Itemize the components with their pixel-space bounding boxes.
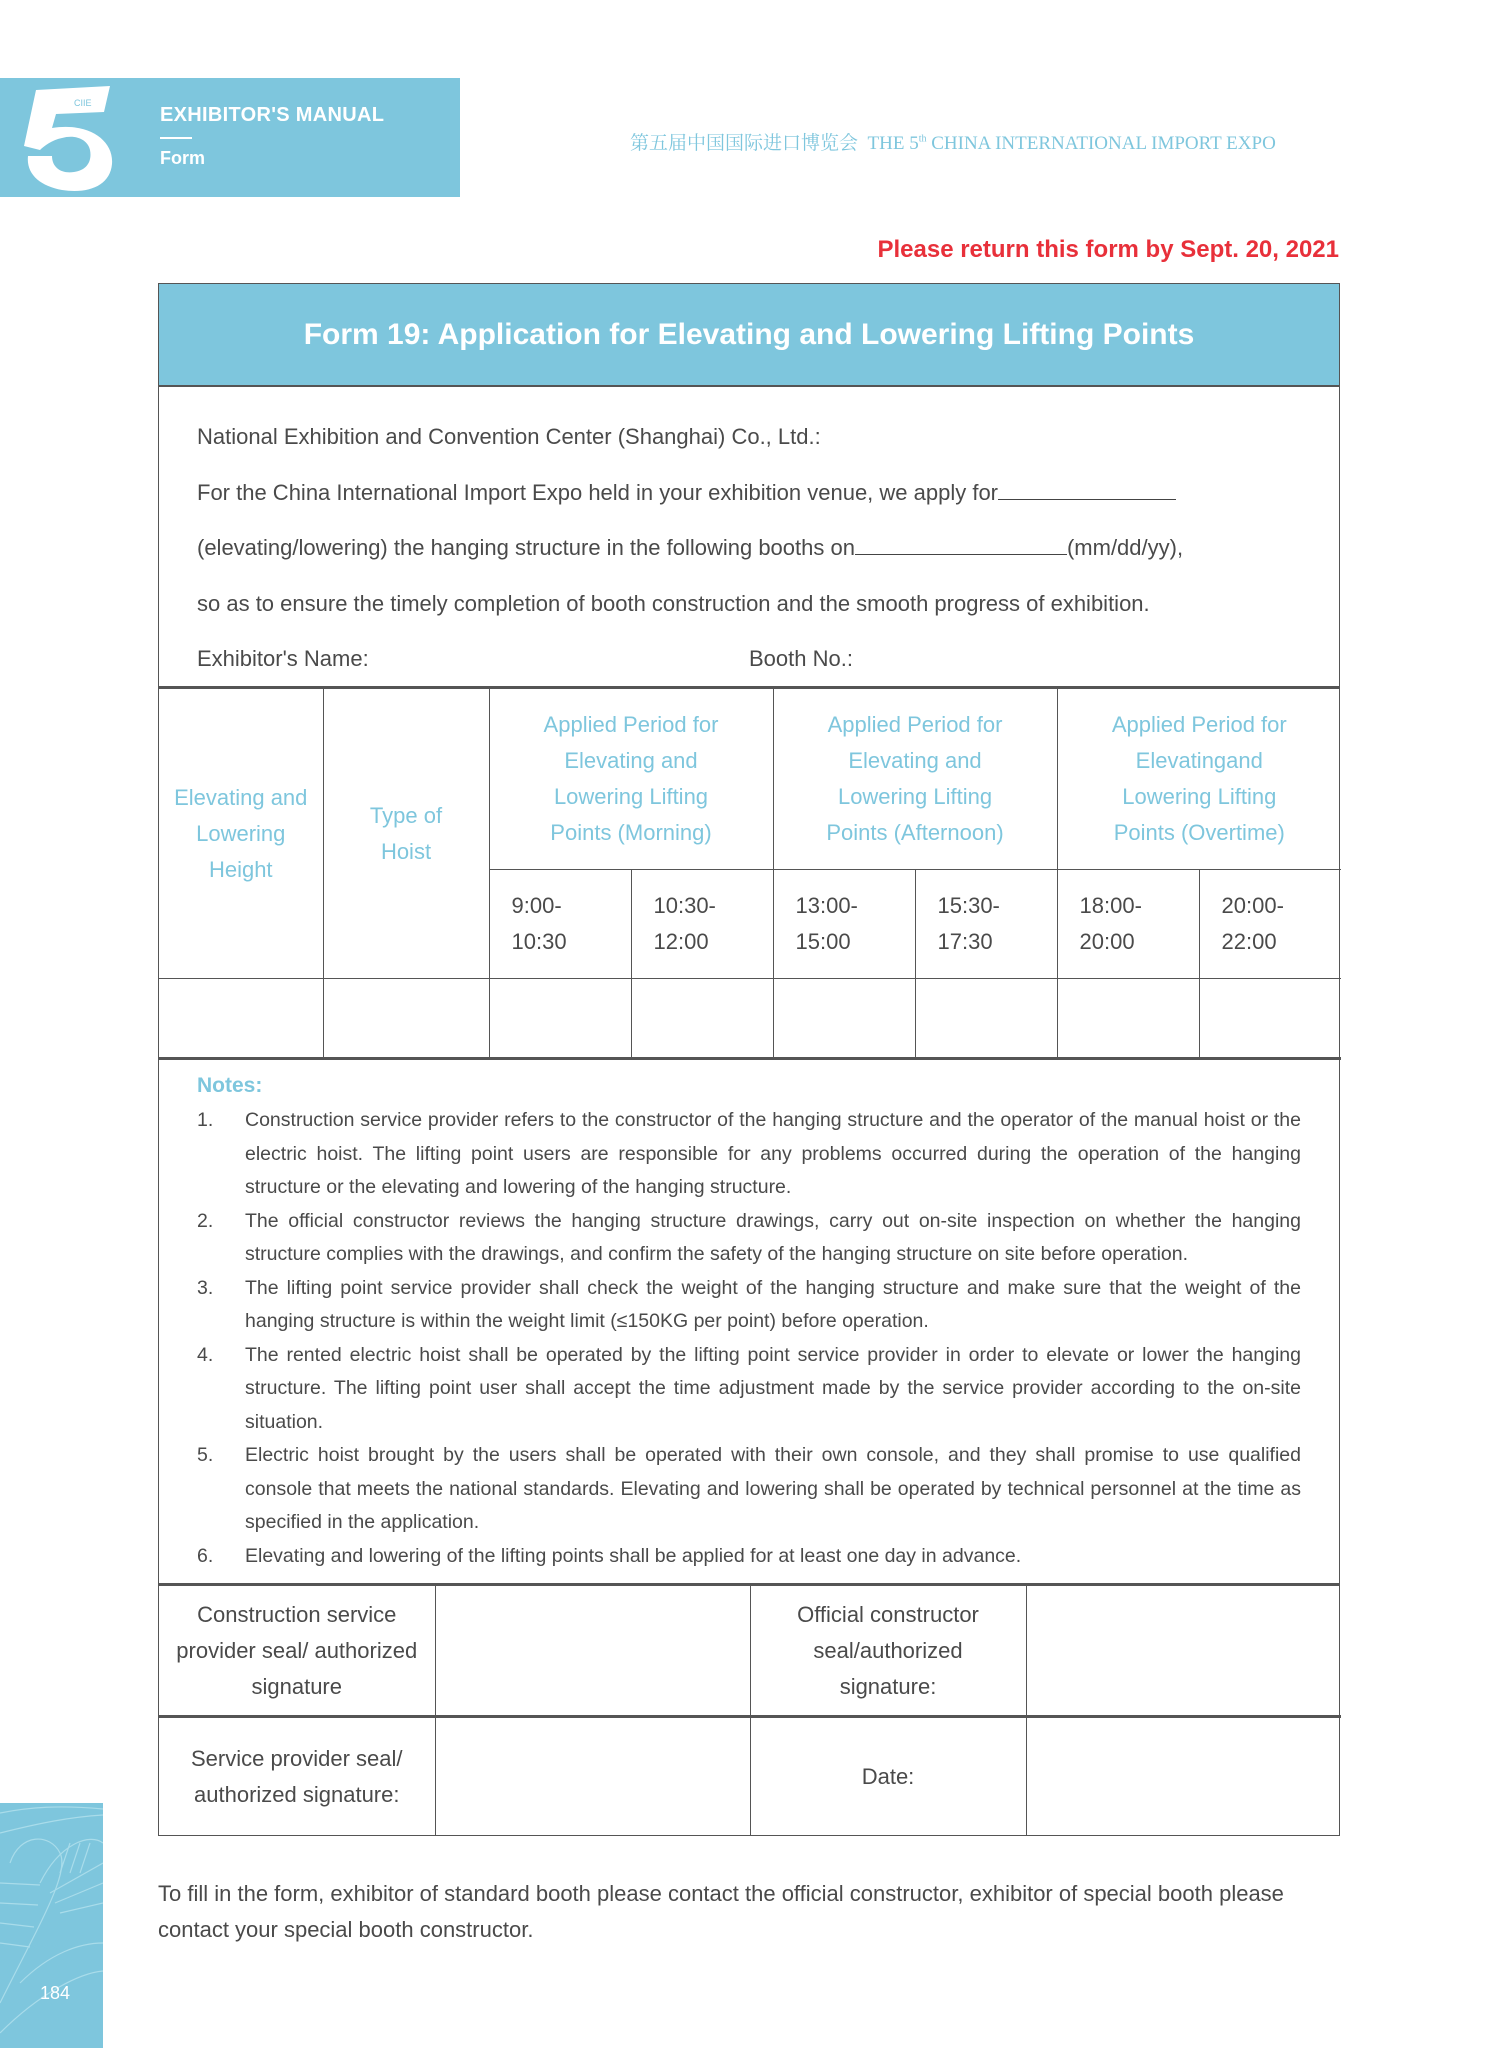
col-header-height: Elevating and Lowering Height (159, 689, 323, 979)
intro-line-3 (197, 520, 1301, 576)
note-number: 6. (197, 1544, 214, 1567)
note-number: 3. (197, 1276, 214, 1299)
header-divider (160, 137, 192, 139)
note-item (197, 1205, 1301, 1272)
date-format-hint: (mm/dd/yy), (1066, 535, 1184, 560)
slot-3-input-cell[interactable] (773, 979, 915, 1059)
signature-table (159, 1586, 1341, 1835)
note-text: The official constructor reviews the hanging structure drawings, carry out on-site inspection on whether the hanging structure complies with the drawings, and confirm the safety of the hanging structure on site before operation. (245, 1209, 1301, 1265)
note-number: 4. (197, 1343, 214, 1366)
expo-title-en: THE 5 (867, 133, 919, 154)
time-slot-5: 18:00- 20:00 (1057, 870, 1199, 979)
note-item (197, 1540, 1301, 1574)
slot-1-input-cell[interactable] (489, 979, 631, 1059)
date-label: Date: (750, 1717, 1026, 1836)
elevating-lowering-blank[interactable] (998, 481, 1176, 500)
notes-section (159, 1060, 1339, 1586)
header-band (0, 78, 460, 197)
date-field[interactable] (1026, 1717, 1341, 1836)
note-number: 2. (197, 1209, 214, 1232)
manual-title: EXHIBITOR'S MANUAL (160, 104, 385, 126)
booth-no-label[interactable]: Booth No.: (749, 646, 853, 671)
exhibitor-name-label[interactable]: Exhibitor's Name: (197, 646, 369, 671)
note-text: The rented electric hoist shall be operated by the lifting point service provider in order to elevate or lower the hanging structure. The lifting point user shall accept the time adjustment made by the service provider according to the on-site situation. (245, 1343, 1301, 1433)
slot-4-input-cell[interactable] (915, 979, 1057, 1059)
official-constructor-signature-field[interactable] (1026, 1586, 1341, 1717)
expo-title (630, 128, 1276, 155)
expo-title-cn: 第五届中国国际进口博览会 (630, 133, 859, 154)
time-slot-4: 15:30- 17:30 (915, 870, 1057, 979)
intro-line-2 (197, 465, 1301, 521)
time-slot-6: 20:00- 22:00 (1199, 870, 1341, 979)
date-blank[interactable] (855, 536, 1067, 555)
time-slot-2: 10:30- 12:00 (631, 870, 773, 979)
note-item (197, 1439, 1301, 1540)
construction-provider-signature-field[interactable] (435, 1586, 750, 1717)
note-text: Elevating and lowering of the lifting points shall be applied for at least one day in advance. (245, 1544, 1022, 1567)
slot-5-input-cell[interactable] (1057, 979, 1199, 1059)
height-input-cell[interactable] (159, 979, 323, 1059)
expo-title-sup: th (918, 133, 927, 145)
intro-section (159, 387, 1339, 689)
decorative-side-band (0, 1803, 103, 2048)
svg-text:CIIE: CIIE (74, 98, 92, 108)
notes-heading: Notes: (197, 1074, 263, 1097)
group-header-morning: Applied Period for Elevating and Lowering Lifting Points (Morning) (489, 689, 773, 870)
time-slot-1: 9:00- 10:30 (489, 870, 631, 979)
note-item (197, 1272, 1301, 1339)
note-text: Construction service provider refers to the constructor of the hanging structure and the operator of the manual hoist or the electric hoist. The lifting point users are responsible for any problems occurred during the operation of the hanging structure or the elevating and lowering of the hanging structure. (245, 1109, 1301, 1198)
group-header-overtime: Applied Period for Elevatingand Lowering Lifting Points (Overtime) (1057, 689, 1341, 870)
addressee: National Exhibition and Convention Center (Shanghai) Co., Ltd.: (197, 424, 821, 449)
section-label: Form (160, 148, 205, 168)
table-row (159, 979, 1341, 1059)
construction-provider-signature-label: Construction service provider seal/ authorized signature (159, 1586, 435, 1717)
slot-6-input-cell[interactable] (1199, 979, 1341, 1059)
official-constructor-signature-label: Official constructor seal/authorized signature: (750, 1586, 1026, 1717)
form-19 (158, 283, 1340, 1836)
note-number: 1. (197, 1109, 214, 1131)
lifting-period-table (159, 689, 1341, 1060)
exhibitor-row (197, 631, 1301, 687)
note-number: 5. (197, 1444, 214, 1466)
footer-instructions: To fill in the form, exhibitor of standard booth please contact the official constructor, exhibitor of special booth please contact your special booth constructor. (158, 1881, 1284, 1942)
service-provider-signature-field[interactable] (435, 1717, 750, 1836)
slot-2-input-cell[interactable] (631, 979, 773, 1059)
hoist-input-cell[interactable] (323, 979, 489, 1059)
leaf-pattern-icon (0, 1803, 103, 2048)
note-text: Electric hoist brought by the users shall be operated with their own console, and they shall promise to use qualified console that meets the national standards. Elevating and lowering shall be operated by technical personnel at the time as specified in the application. (245, 1444, 1301, 1533)
ciie-5-logo-icon (18, 84, 118, 192)
intro-line-4: so as to ensure the timely completion of booth construction and the smooth progress of exhibition. (197, 590, 1150, 616)
service-provider-signature-label: Service provider seal/ authorized signature: (159, 1717, 435, 1836)
group-header-afternoon: Applied Period for Elevating and Lowering Lifting Points (Afternoon) (773, 689, 1057, 870)
col-header-hoist: Type of Hoist (323, 689, 489, 979)
intro-line-3-text: (elevating/lowering) the hanging structure in the following booths on (197, 535, 855, 560)
note-item (197, 1104, 1301, 1205)
time-slot-3: 13:00- 15:00 (773, 870, 915, 979)
form-title: Form 19: Application for Elevating and Lowering Lifting Points (159, 284, 1339, 387)
deadline-notice: Please return this form by Sept. 20, 2021 (877, 236, 1339, 263)
note-item (197, 1339, 1301, 1440)
note-text: The lifting point service provider shall check the weight of the hanging structure and make sure that the weight of the hanging structure is within the weight limit (≤150KG per point) before operation. (245, 1276, 1301, 1332)
page-number: 184 (40, 1983, 71, 2003)
intro-line-2-text: For the China International Import Expo held in your exhibition venue, we apply for (197, 479, 999, 505)
expo-title-en-suffix: CHINA INTERNATIONAL IMPORT EXPO (926, 133, 1276, 154)
